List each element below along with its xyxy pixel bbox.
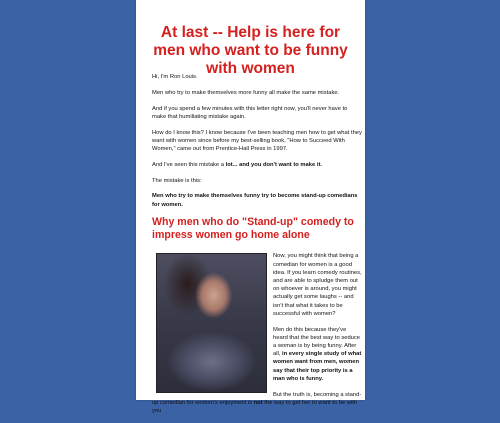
credentials-paragraph: How do I know this? I know because I've been teaching men how to get what they want with women since before my best-selling book, "How to Succeed With Women," came out from Prentice-Hall Press in 1997. <box>152 129 362 152</box>
mistake-emphasis: lot... and you don't want to make it. <box>225 161 322 168</box>
greeting-paragraph: Hi, I'm Ron Louis. <box>152 74 198 80</box>
comedian-paragraph: Now, you might think that being a comedian for women is a good idea. If you learn comedy routines, and are able to spludge them out on whoever is around, you might actually get some laughs -- and isn't that what it takes to be successful with women? <box>273 253 362 317</box>
letter-body <box>152 73 362 423</box>
mistake-statement: Men who try to make themselves funny try to become stand-up comedians for women. <box>152 193 358 208</box>
woman-photo <box>156 253 267 393</box>
promise-paragraph: And if you spend a few minutes with this letter right now, you'll never have to make that humiliating mistake again. <box>152 105 348 120</box>
sales-letter-page <box>136 0 365 415</box>
page-headline: At last -- Help is here for men who want to be funny with women <box>153 24 348 77</box>
study-paragraph: Men do this because they've heard that the best way to seduce a woman is by being funny. After all, in every single study of what women want from men, women say that their top priority is a man who is funny. <box>273 326 362 382</box>
section-subheading: Why men who do "Stand-up" comedy to impress women go home alone <box>152 216 354 242</box>
not-emphasis: not <box>253 399 263 406</box>
intro-paragraph: Men who try to make themselves more funny all make the same mistake. <box>152 89 340 96</box>
study-emphasis: in every single study of what women want from men, women say that their top priority is a man who is funny. <box>273 351 362 382</box>
mistake-lead-paragraph: The mistake is this: <box>152 177 202 184</box>
truth-paragraph: But the truth is, becoming a stand-up comedian for women's enjoyment is not the way to get her to want to be with you <box>152 391 362 415</box>
mistake-intro-paragraph: And I've seen this mistake a lot... and you don't want to make it. <box>152 161 322 168</box>
